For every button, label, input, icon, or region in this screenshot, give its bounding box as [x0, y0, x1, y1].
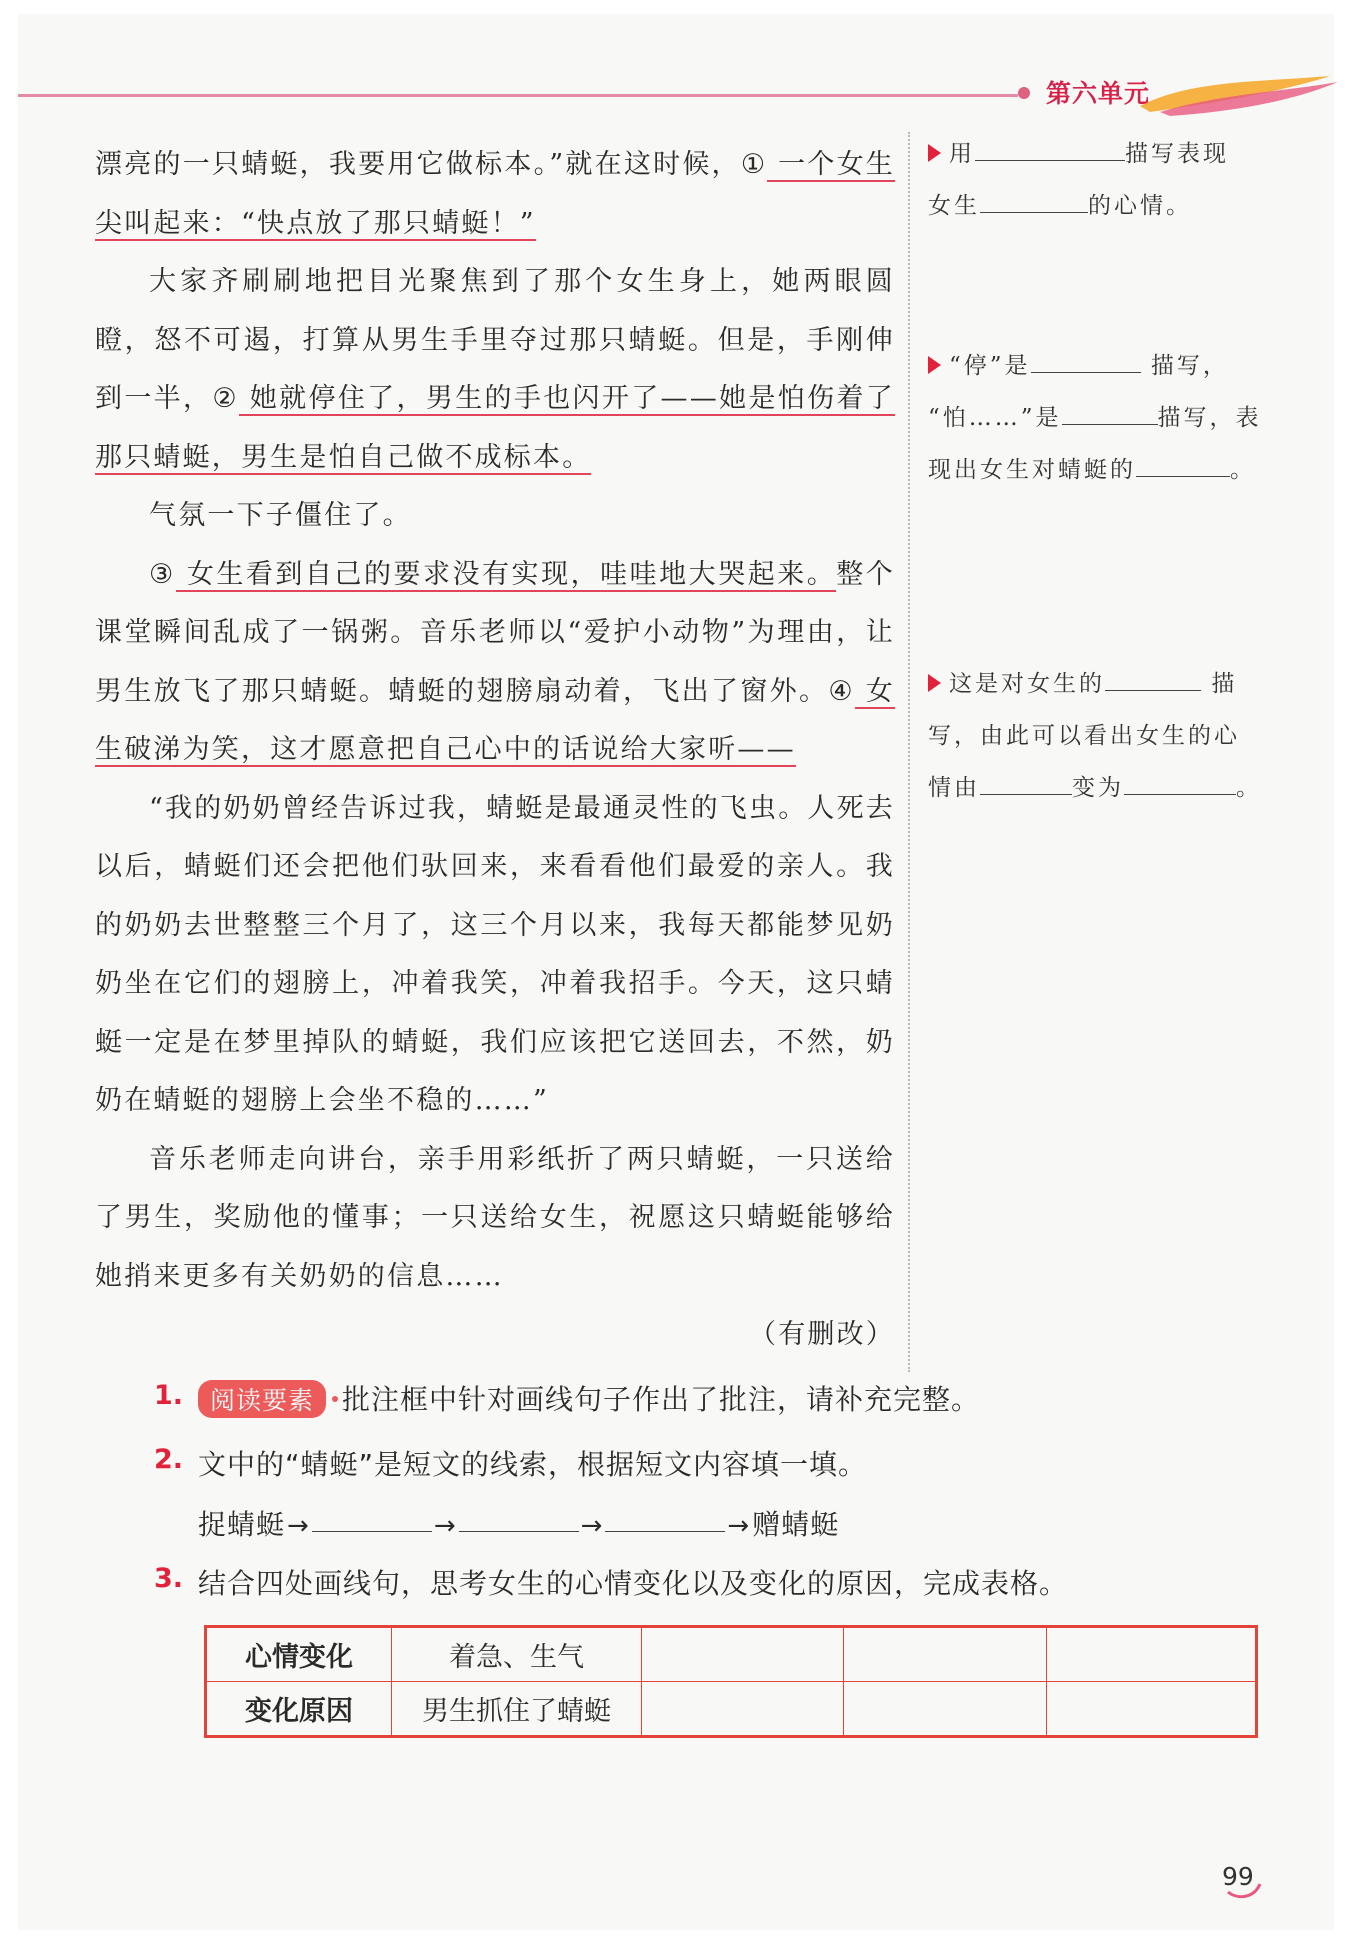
- arrow-icon: →: [433, 1511, 457, 1541]
- table-blank-cell[interactable]: [844, 1627, 1046, 1682]
- passage-text: 大家齐刷刷地把目光聚焦到了那个女生身上，她两眼圆瞪，怒不可遏，打算从男生手里夺过那只蜻蜓。但是，手刚伸到一半，: [95, 266, 895, 414]
- arrow-icon: →: [580, 1511, 604, 1541]
- passage-text: 音乐老师走向讲台，亲手用彩纸折了两只蜻蜓，一只送给了男生，奖励他的懂事；一只送给女生，祝愿这只蜻蜓能够给她捎来更多有关奶奶的信息……: [95, 1143, 895, 1292]
- underlined-sentence: 女生破涕为笑，这才愿意把自己心中的话说给大家听——: [95, 675, 896, 765]
- table-cell: 着急、生气: [392, 1627, 642, 1682]
- table-cell: 男生抓住了蜻蜓: [392, 1682, 642, 1737]
- red-triangle-icon: [928, 674, 941, 692]
- unit-title: 第六单元: [1046, 79, 1151, 108]
- table-blank-cell[interactable]: [844, 1682, 1046, 1737]
- column-divider: [908, 132, 910, 1372]
- note2-text-f: 。: [1230, 457, 1256, 483]
- table-blank-cell[interactable]: [1046, 1682, 1256, 1737]
- annotation-note-3: [928, 658, 1268, 814]
- row-header-change-reason: 变化原因: [206, 1682, 392, 1737]
- underlined-sentence: 女生看到自己的要求没有实现，哇哇地大哭起来。: [175, 558, 837, 590]
- table-blank-cell[interactable]: [642, 1682, 844, 1737]
- underlined-sentence: 一个女生尖叫起来：“快点放了那只蜻蜓！”: [95, 149, 896, 239]
- note2-blank-3[interactable]: [1136, 475, 1230, 477]
- row-header-mood-change: 心情变化: [206, 1627, 392, 1682]
- note3-text-b: 描: [1211, 671, 1238, 697]
- note1-blank-2[interactable]: [980, 211, 1088, 213]
- passage-text: 漂亮的一只蜻蜓，我要用它做标本。”就在这时候，: [95, 149, 741, 180]
- arrow-icon: →: [287, 1511, 310, 1541]
- passage-paragraph: [95, 780, 895, 1131]
- note1-text-a: 用: [949, 141, 975, 167]
- page-number: 99: [1222, 1862, 1254, 1891]
- note3-text-a: 这是对女生的: [949, 671, 1105, 697]
- note1-text-c: 女生: [928, 193, 980, 219]
- question-2-text: 文中的“蜻蜓”是短文的线索，根据短文内容填一填。: [198, 1448, 868, 1481]
- flow-blank-1[interactable]: [312, 1530, 432, 1532]
- note2-blank-1[interactable]: [1031, 371, 1141, 373]
- note3-blank-3[interactable]: [1124, 793, 1236, 795]
- question-3-number: 3.: [154, 1563, 184, 1594]
- header-rule: [18, 94, 1018, 97]
- red-triangle-icon: [928, 144, 941, 162]
- table-row: [206, 1682, 1257, 1737]
- passage-text: 整个课堂瞬间乱成了一锅粥。音乐老师以“爱护小动物”为理由，让男生放飞了那只蜻蜓。蜻蜓的翅膀扇动着，飞出了窗外。: [95, 558, 896, 707]
- flow-blank-3[interactable]: [605, 1530, 725, 1532]
- flow-blank-2[interactable]: [459, 1530, 579, 1532]
- table-blank-cell[interactable]: [642, 1627, 844, 1682]
- annotation-note-2: [928, 340, 1268, 496]
- passage-paragraph: [95, 546, 895, 780]
- flow-end: 赠蜻蜓: [752, 1508, 840, 1541]
- annotation-marker: ④: [828, 675, 855, 707]
- header-dot: [1018, 87, 1030, 99]
- arrow-icon: →: [727, 1511, 751, 1541]
- reading-element-badge: 阅读要素: [198, 1380, 326, 1418]
- passage-paragraph: [95, 136, 895, 253]
- passage-text: “我的奶奶曾经告诉过我，蜻蜓是最通灵性的飞虫。人死去以后，蜻蜓们还会把他们驮回来，来看看他们最爱的亲人。我的奶奶去世整整三个月了，这三个月以来，我每天都能梦见奶奶坐在它们的翅膀上，冲着我笑，冲着我招手。今天，这只蜻蜓一定是在梦里掉队的蜻蜓，我们应该把它送回去，不然，奶奶在蜻蜓的翅膀上会坐不稳的……”: [95, 792, 896, 1116]
- table-blank-cell[interactable]: [1046, 1627, 1256, 1682]
- annotation-marker: ①: [740, 149, 768, 180]
- question-1-text: 批注框中针对画线句子作出了批注，请补充完整。: [342, 1383, 981, 1416]
- note3-blank-1[interactable]: [1105, 689, 1201, 691]
- note3-blank-2[interactable]: [980, 793, 1072, 795]
- underlined-sentence: 她就停住了，男生的手也闪开了——她是怕伤着了那只蜻蜓，男生是怕自己做不成标本。: [95, 383, 895, 473]
- source-note: （有删改）: [749, 1319, 895, 1350]
- passage-paragraph: [95, 1131, 895, 1307]
- annotation-marker: ③: [149, 558, 176, 590]
- annotation-note-1: [928, 128, 1268, 232]
- question-1: [198, 1378, 980, 1418]
- note3-text-e: 变为: [1072, 775, 1124, 801]
- mood-change-table: [204, 1625, 1258, 1738]
- annotation-marker: ②: [212, 383, 239, 414]
- note2-blank-2[interactable]: [1062, 423, 1158, 425]
- question-3-text: 结合四处画线句，思考女生的心情变化以及变化的原因，完成表格。: [198, 1567, 1069, 1600]
- note2-text-e: 现出女生对蜻蜓的: [928, 457, 1136, 483]
- flow-start: 捉蜻蜓: [198, 1508, 286, 1541]
- note3-text-f: 。: [1236, 775, 1262, 801]
- note1-blank-1[interactable]: [975, 159, 1125, 161]
- note3-text-c: 写，由此可以看出女生的心: [928, 723, 1240, 749]
- note2-text-c: “怕……”是: [928, 405, 1062, 431]
- header-swoosh-decoration: [1140, 72, 1340, 122]
- note2-text-a: “停”是: [949, 353, 1031, 379]
- note2-text-d: 描写，表: [1157, 405, 1262, 431]
- question-1-number: 1.: [154, 1380, 184, 1411]
- passage-body: [95, 136, 895, 1365]
- note1-text-d: 的心情。: [1088, 193, 1192, 219]
- passage-paragraph: [95, 253, 895, 487]
- question-2-number: 2.: [154, 1444, 184, 1475]
- note3-text-d: 情由: [928, 775, 980, 801]
- passage-text: 气氛一下子僵住了。: [149, 500, 412, 531]
- note2-text-b: 描写，: [1150, 353, 1229, 379]
- red-triangle-icon: [928, 356, 941, 374]
- note1-text-b: 描写表现: [1125, 141, 1229, 167]
- passage-paragraph: [95, 487, 895, 546]
- table-row: [206, 1627, 1257, 1682]
- dragonfly-flow: [198, 1503, 839, 1543]
